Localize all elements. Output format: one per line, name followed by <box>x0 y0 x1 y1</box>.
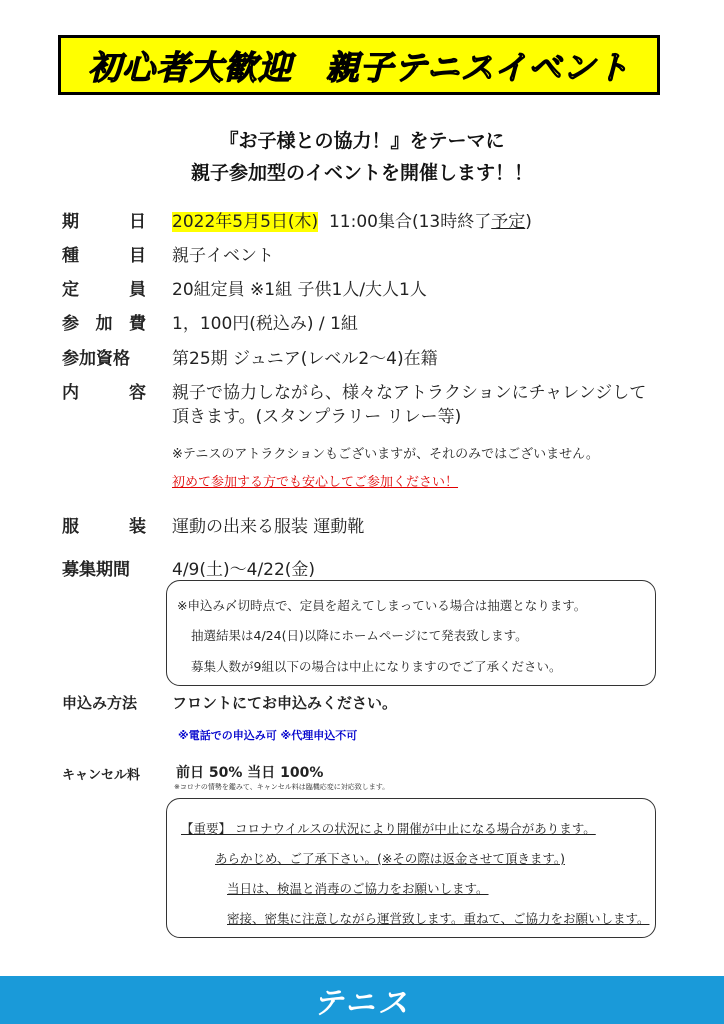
label-content: 内 容 <box>62 383 146 403</box>
value-fee: 1，100円(税込み) / 1組 <box>172 314 358 334</box>
value-content-line-2: 頂きます。(スタンプラリー リレー等) <box>172 407 462 427</box>
label-period: 募集期間 <box>62 560 130 580</box>
value-date: 2022年5月5日(木) 11:00集合(13時終了予定) <box>172 212 532 232</box>
label-capacity: 定 員 <box>62 280 146 300</box>
notice-box <box>166 798 656 938</box>
content-red-note: 初めて参加する方でも安心してご参加ください！ <box>172 475 459 490</box>
apply-note: ※電話での申込み可 ※代理申込不可 <box>178 729 358 742</box>
cancel-note: ※コロナの情勢を鑑みて、キャンセル料は臨機応変に対応致します。 <box>174 783 390 791</box>
value-type: 親子イベント <box>172 246 274 266</box>
label-type: 種 目 <box>62 246 146 266</box>
label-date: 期 日 <box>62 212 146 232</box>
label-fee: 参 加 費 <box>62 314 146 334</box>
value-period: 4/9(土)～4/22(金) <box>172 560 316 580</box>
value-attire: 運動の出来る服装 運動靴 <box>172 517 365 537</box>
notice-line-2: あらかじめ、ご了承下さい。(※その際は返金させて頂きます。) <box>215 851 565 866</box>
period-box-line-2: 抽選結果は4/24(日)以降にホームページにて発表致します。 <box>191 628 528 643</box>
label-apply: 申込み方法 <box>62 694 138 712</box>
date-highlight: 2022年5月5日(木) <box>172 212 319 232</box>
notice-line-4: 密接、密集に注意しながら運営致します。重ねて、ご協力をお願いします。 <box>227 911 650 926</box>
tennis-logo: テニス <box>313 986 411 1021</box>
value-apply: フロントにてお申込みください。 <box>172 694 398 712</box>
period-box-line-1: ※申込み〆切時点で、定員を超えてしまっている場合は抽選となります。 <box>177 598 587 613</box>
value-eligibility: 第25期 ジュニア(レベル2～4)在籍 <box>172 349 438 369</box>
title-banner <box>58 35 660 95</box>
notice-line-1: 【重要】 コロナウイルスの状況により開催が中止になる場合があります。 <box>181 821 596 836</box>
label-eligibility: 参加資格 <box>62 349 130 369</box>
intro-line-1: 『お子様との協力！』をテーマに <box>219 130 505 152</box>
notice-line-3: 当日は、検温と消毒のご協力をお願いします。 <box>227 881 489 896</box>
content-note: ※テニスのアトラクションもございますが、それのみではございません。 <box>172 447 599 462</box>
value-capacity: 20組定員 ※1組 子供1人/大人1人 <box>172 280 427 300</box>
period-box-line-3: 募集人数が9組以下の場合は中止になりますのでご了承ください。 <box>191 659 562 674</box>
period-info-box <box>166 580 656 686</box>
label-cancel: キャンセル料 <box>62 768 141 783</box>
footer-bar <box>0 976 724 1024</box>
intro-line-2: 親子参加型のイベントを開催します！！ <box>190 162 533 184</box>
value-content-line-1: 親子で協力しながら、様々なアトラクションにチャレンジして <box>172 383 647 403</box>
value-cancel: 前日 50% 当日 100% <box>176 765 324 781</box>
page-title: 初心者大歓迎 親子テニスイベント <box>87 47 631 87</box>
label-attire: 服 装 <box>62 517 146 537</box>
